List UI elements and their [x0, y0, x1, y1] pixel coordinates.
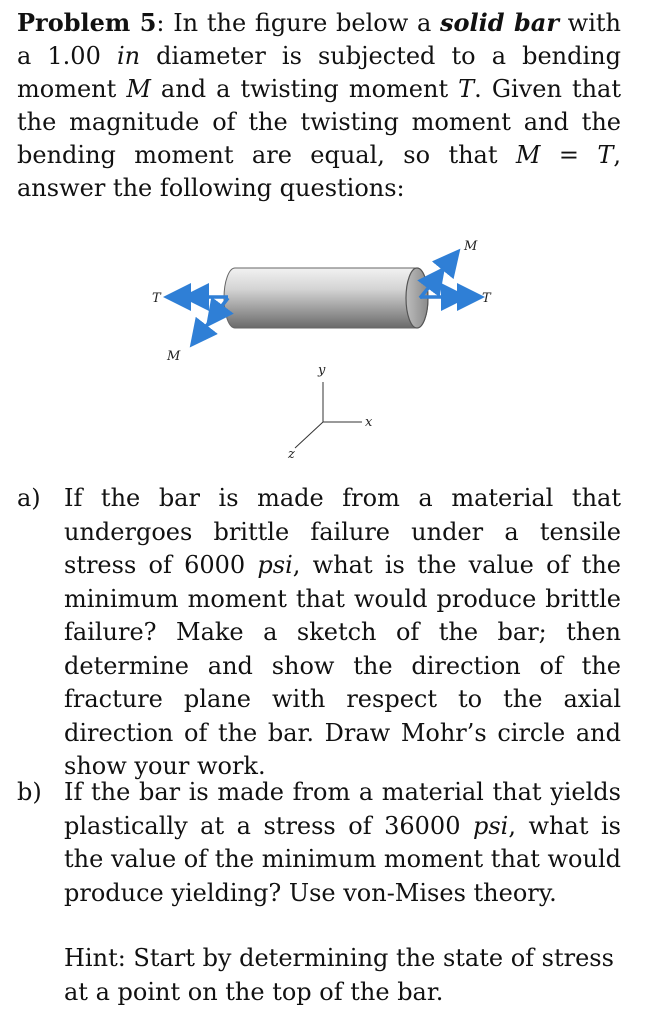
hint-text: Hint: Start by determining the state of stress at a point on the top of the bar. [64, 944, 614, 1006]
symbol-T: T [458, 75, 475, 103]
part-a-text [64, 482, 621, 784]
label-T-left: T [152, 291, 161, 306]
part-a-label: a) [17, 484, 41, 512]
solid-bar-term: solid bar [440, 8, 559, 37]
axis-y-label: y [318, 363, 326, 378]
solid-bar [224, 268, 428, 328]
coordinate-axes [287, 363, 373, 462]
problem-text-2: with a 1.00 [17, 9, 621, 70]
equation-sign: = [540, 141, 598, 169]
problem-label: Problem 5 [17, 8, 157, 37]
part-b-unit: psi [473, 811, 509, 840]
axis-x-label: x [365, 415, 373, 430]
label-M-bottom: M [167, 349, 181, 364]
part-b-text [64, 776, 621, 910]
label-T-right: T [482, 291, 491, 306]
part-a-text-1: If the bar is made from a material that undergoes brittle failure under a tensile stress of 6000 [64, 484, 621, 579]
equation-T: T [597, 141, 614, 169]
part-a-text-2: , what is the value of the minimum moment that would produce brittle failure? Make a sketch of the bar; then determine and show the direction of the fracture plane with respect to the axial direction of the bar. Draw Mohr’s circle and show your work. [64, 551, 621, 780]
right-moment-arrow [420, 254, 456, 298]
bar-figure [130, 230, 510, 470]
bar-diagram [130, 230, 510, 470]
equation-M: M [515, 141, 541, 169]
part-a [17, 482, 621, 784]
problem-text-3: diameter is subjected to a bending moment [17, 42, 621, 103]
symbol-M: M [126, 75, 151, 103]
part-b [17, 776, 621, 910]
part-b-text-2: , what is the value of the minimum moment that would produce yielding? Use von-Mises theory. [64, 811, 621, 907]
label-M-top: M [464, 239, 478, 254]
part-b-text-1: If the bar is made from a material that yields plastically at a stress of 36000 [64, 778, 621, 840]
left-moment-arrow [194, 298, 228, 342]
problem-text-5: . Given that the magnitude of the twisting moment and the bending moment are equal, so that [17, 75, 621, 169]
part-a-unit: psi [257, 551, 293, 579]
problem-text-6: , answer the following questions: [17, 141, 621, 202]
axis-z-label: z [288, 447, 295, 462]
problem-statement [17, 6, 621, 205]
unit-in: in [116, 42, 141, 70]
problem-text-4: and a twisting moment [150, 75, 459, 103]
problem-text-1: : In the figure below a [156, 9, 441, 37]
part-b-label: b) [17, 778, 42, 806]
